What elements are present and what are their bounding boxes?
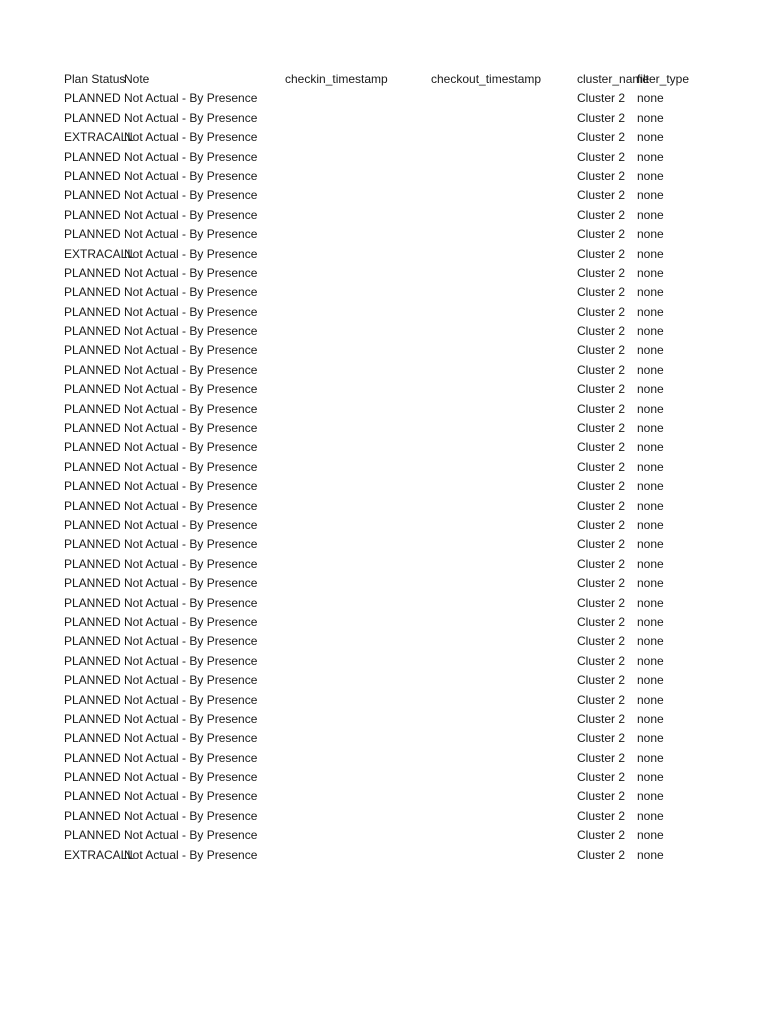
cell-plan-status: PLANNED	[64, 808, 121, 823]
cell-cluster-name: Cluster 2	[577, 265, 626, 280]
cell-plan-status: PLANNED	[64, 362, 121, 377]
cell-filter-type: none	[637, 149, 664, 164]
cell-cluster-name: Cluster 2	[577, 304, 626, 319]
cell-cluster-name: Cluster 2	[577, 634, 626, 649]
cell-cluster-name: Cluster 2	[577, 556, 626, 571]
cell-cluster-name: Cluster 2	[577, 382, 626, 397]
cell-cluster-name: Cluster 2	[577, 517, 626, 532]
cell-plan-status: PLANNED	[64, 556, 121, 571]
cell-plan-status: PLANNED	[64, 149, 121, 164]
cell-filter-type: none	[637, 440, 664, 455]
cell-filter-type: none	[637, 808, 664, 823]
header-plan-status: Plan Status	[64, 72, 126, 86]
cell-note: Not Actual - By Presence	[124, 770, 258, 785]
cell-filter-type: none	[637, 362, 664, 377]
cell-note: Not Actual - By Presence	[124, 188, 258, 203]
header-note: Note	[124, 72, 150, 86]
cell-plan-status: PLANNED	[64, 692, 121, 707]
cell-note: Not Actual - By Presence	[124, 168, 258, 183]
cell-filter-type: none	[637, 285, 664, 300]
cell-cluster-name: Cluster 2	[577, 421, 626, 436]
cell-cluster-name: Cluster 2	[577, 711, 626, 726]
cell-note: Not Actual - By Presence	[124, 498, 258, 513]
cell-note: Not Actual - By Presence	[124, 576, 258, 591]
cell-cluster-name: Cluster 2	[577, 731, 626, 746]
cell-cluster-name: Cluster 2	[577, 828, 626, 843]
cell-note: Not Actual - By Presence	[124, 110, 258, 125]
cell-note: Not Actual - By Presence	[124, 440, 258, 455]
cell-filter-type: none	[637, 634, 664, 649]
cell-cluster-name: Cluster 2	[577, 285, 626, 300]
cell-plan-status: PLANNED	[64, 401, 121, 416]
cell-plan-status: PLANNED	[64, 188, 121, 203]
cell-cluster-name: Cluster 2	[577, 149, 626, 164]
header-filter-type: filter_type	[637, 72, 690, 86]
cell-plan-status: PLANNED	[64, 421, 121, 436]
cell-cluster-name: Cluster 2	[577, 227, 626, 242]
cell-note: Not Actual - By Presence	[124, 246, 258, 261]
cell-plan-status: PLANNED	[64, 168, 121, 183]
cell-filter-type: none	[637, 304, 664, 319]
cell-filter-type: none	[637, 401, 664, 416]
cell-plan-status: PLANNED	[64, 614, 121, 629]
cell-note: Not Actual - By Presence	[124, 285, 258, 300]
cell-filter-type: none	[637, 789, 664, 804]
cell-plan-status: PLANNED	[64, 324, 121, 339]
cell-cluster-name: Cluster 2	[577, 440, 626, 455]
cell-filter-type: none	[637, 343, 664, 358]
cell-note: Not Actual - By Presence	[124, 479, 258, 494]
cell-filter-type: none	[637, 421, 664, 436]
cell-note: Not Actual - By Presence	[124, 421, 258, 436]
cell-filter-type: none	[637, 207, 664, 222]
cell-plan-status: PLANNED	[64, 343, 121, 358]
cell-filter-type: none	[637, 595, 664, 610]
cell-note: Not Actual - By Presence	[124, 459, 258, 474]
cell-plan-status: PLANNED	[64, 770, 121, 785]
cell-plan-status: PLANNED	[64, 653, 121, 668]
cell-filter-type: none	[637, 498, 664, 513]
cell-filter-type: none	[637, 459, 664, 474]
cell-note: Not Actual - By Presence	[124, 692, 258, 707]
header-checkout-timestamp: checkout_timestamp	[431, 72, 542, 86]
cell-note: Not Actual - By Presence	[124, 265, 258, 280]
cell-cluster-name: Cluster 2	[577, 614, 626, 629]
cell-cluster-name: Cluster 2	[577, 673, 626, 688]
cell-note: Not Actual - By Presence	[124, 731, 258, 746]
cell-plan-status: PLANNED	[64, 440, 121, 455]
cell-note: Not Actual - By Presence	[124, 634, 258, 649]
cell-plan-status: PLANNED	[64, 304, 121, 319]
cell-cluster-name: Cluster 2	[577, 770, 626, 785]
cell-filter-type: none	[637, 614, 664, 629]
cell-note: Not Actual - By Presence	[124, 808, 258, 823]
cell-plan-status: PLANNED	[64, 595, 121, 610]
cell-note: Not Actual - By Presence	[124, 149, 258, 164]
cell-note: Not Actual - By Presence	[124, 673, 258, 688]
cell-note: Not Actual - By Presence	[124, 227, 258, 242]
cell-cluster-name: Cluster 2	[577, 750, 626, 765]
cell-filter-type: none	[637, 91, 664, 106]
cell-filter-type: none	[637, 110, 664, 125]
cell-plan-status: PLANNED	[64, 110, 121, 125]
cell-cluster-name: Cluster 2	[577, 91, 626, 106]
cell-cluster-name: Cluster 2	[577, 110, 626, 125]
cell-filter-type: none	[637, 246, 664, 261]
cell-note: Not Actual - By Presence	[124, 130, 258, 145]
cell-plan-status: PLANNED	[64, 207, 121, 222]
cell-cluster-name: Cluster 2	[577, 789, 626, 804]
cell-note: Not Actual - By Presence	[124, 789, 258, 804]
cell-cluster-name: Cluster 2	[577, 207, 626, 222]
cell-filter-type: none	[637, 576, 664, 591]
cell-plan-status: PLANNED	[64, 382, 121, 397]
cell-note: Not Actual - By Presence	[124, 750, 258, 765]
cell-cluster-name: Cluster 2	[577, 808, 626, 823]
header-cluster-name: cluster_name	[577, 72, 650, 86]
cell-cluster-name: Cluster 2	[577, 537, 626, 552]
cell-cluster-name: Cluster 2	[577, 479, 626, 494]
cell-note: Not Actual - By Presence	[124, 401, 258, 416]
cell-plan-status: PLANNED	[64, 498, 121, 513]
cell-note: Not Actual - By Presence	[124, 517, 258, 532]
cell-plan-status: PLANNED	[64, 265, 121, 280]
cell-filter-type: none	[637, 324, 664, 339]
cell-note: Not Actual - By Presence	[124, 382, 258, 397]
cell-note: Not Actual - By Presence	[124, 653, 258, 668]
cell-plan-status: PLANNED	[64, 750, 121, 765]
cell-filter-type: none	[637, 227, 664, 242]
cell-plan-status: PLANNED	[64, 673, 121, 688]
cell-cluster-name: Cluster 2	[577, 692, 626, 707]
cell-filter-type: none	[637, 537, 664, 552]
cell-note: Not Actual - By Presence	[124, 711, 258, 726]
cell-plan-status: PLANNED	[64, 576, 121, 591]
cell-plan-status: PLANNED	[64, 634, 121, 649]
cell-filter-type: none	[637, 731, 664, 746]
cell-note: Not Actual - By Presence	[124, 537, 258, 552]
cell-filter-type: none	[637, 770, 664, 785]
cell-cluster-name: Cluster 2	[577, 595, 626, 610]
cell-filter-type: none	[637, 479, 664, 494]
cell-note: Not Actual - By Presence	[124, 828, 258, 843]
cell-plan-status: PLANNED	[64, 285, 121, 300]
cell-cluster-name: Cluster 2	[577, 576, 626, 591]
cell-plan-status: PLANNED	[64, 479, 121, 494]
cell-note: Not Actual - By Presence	[124, 595, 258, 610]
cell-cluster-name: Cluster 2	[577, 498, 626, 513]
cell-note: Not Actual - By Presence	[124, 207, 258, 222]
cell-plan-status: EXTRACALL	[64, 246, 135, 261]
cell-filter-type: none	[637, 556, 664, 571]
cell-note: Not Actual - By Presence	[124, 91, 258, 106]
cell-cluster-name: Cluster 2	[577, 188, 626, 203]
cell-plan-status: PLANNED	[64, 459, 121, 474]
cell-filter-type: none	[637, 692, 664, 707]
cell-filter-type: none	[637, 265, 664, 280]
cell-plan-status: PLANNED	[64, 731, 121, 746]
cell-filter-type: none	[637, 382, 664, 397]
header-checkin-timestamp: checkin_timestamp	[285, 72, 388, 86]
cell-note: Not Actual - By Presence	[124, 362, 258, 377]
cell-plan-status: PLANNED	[64, 537, 121, 552]
cell-cluster-name: Cluster 2	[577, 130, 626, 145]
cell-cluster-name: Cluster 2	[577, 246, 626, 261]
cell-filter-type: none	[637, 750, 664, 765]
cell-cluster-name: Cluster 2	[577, 401, 626, 416]
cell-cluster-name: Cluster 2	[577, 459, 626, 474]
cell-cluster-name: Cluster 2	[577, 847, 626, 862]
cell-filter-type: none	[637, 130, 664, 145]
cell-note: Not Actual - By Presence	[124, 556, 258, 571]
cell-cluster-name: Cluster 2	[577, 343, 626, 358]
cell-plan-status: PLANNED	[64, 711, 121, 726]
cell-filter-type: none	[637, 168, 664, 183]
cell-filter-type: none	[637, 188, 664, 203]
cell-filter-type: none	[637, 711, 664, 726]
cell-filter-type: none	[637, 828, 664, 843]
cell-plan-status: PLANNED	[64, 91, 121, 106]
cell-note: Not Actual - By Presence	[124, 343, 258, 358]
cell-note: Not Actual - By Presence	[124, 324, 258, 339]
cell-note: Not Actual - By Presence	[124, 614, 258, 629]
cell-filter-type: none	[637, 517, 664, 532]
cell-note: Not Actual - By Presence	[124, 304, 258, 319]
cell-cluster-name: Cluster 2	[577, 653, 626, 668]
cell-cluster-name: Cluster 2	[577, 168, 626, 183]
cell-plan-status: PLANNED	[64, 789, 121, 804]
cell-filter-type: none	[637, 673, 664, 688]
cell-plan-status: EXTRACALL	[64, 130, 135, 145]
cell-plan-status: PLANNED	[64, 517, 121, 532]
cell-plan-status: EXTRACALL	[64, 847, 135, 862]
cell-note: Not Actual - By Presence	[124, 847, 258, 862]
cell-cluster-name: Cluster 2	[577, 324, 626, 339]
cell-cluster-name: Cluster 2	[577, 362, 626, 377]
cell-plan-status: PLANNED	[64, 227, 121, 242]
cell-plan-status: PLANNED	[64, 828, 121, 843]
cell-filter-type: none	[637, 847, 664, 862]
cell-filter-type: none	[637, 653, 664, 668]
